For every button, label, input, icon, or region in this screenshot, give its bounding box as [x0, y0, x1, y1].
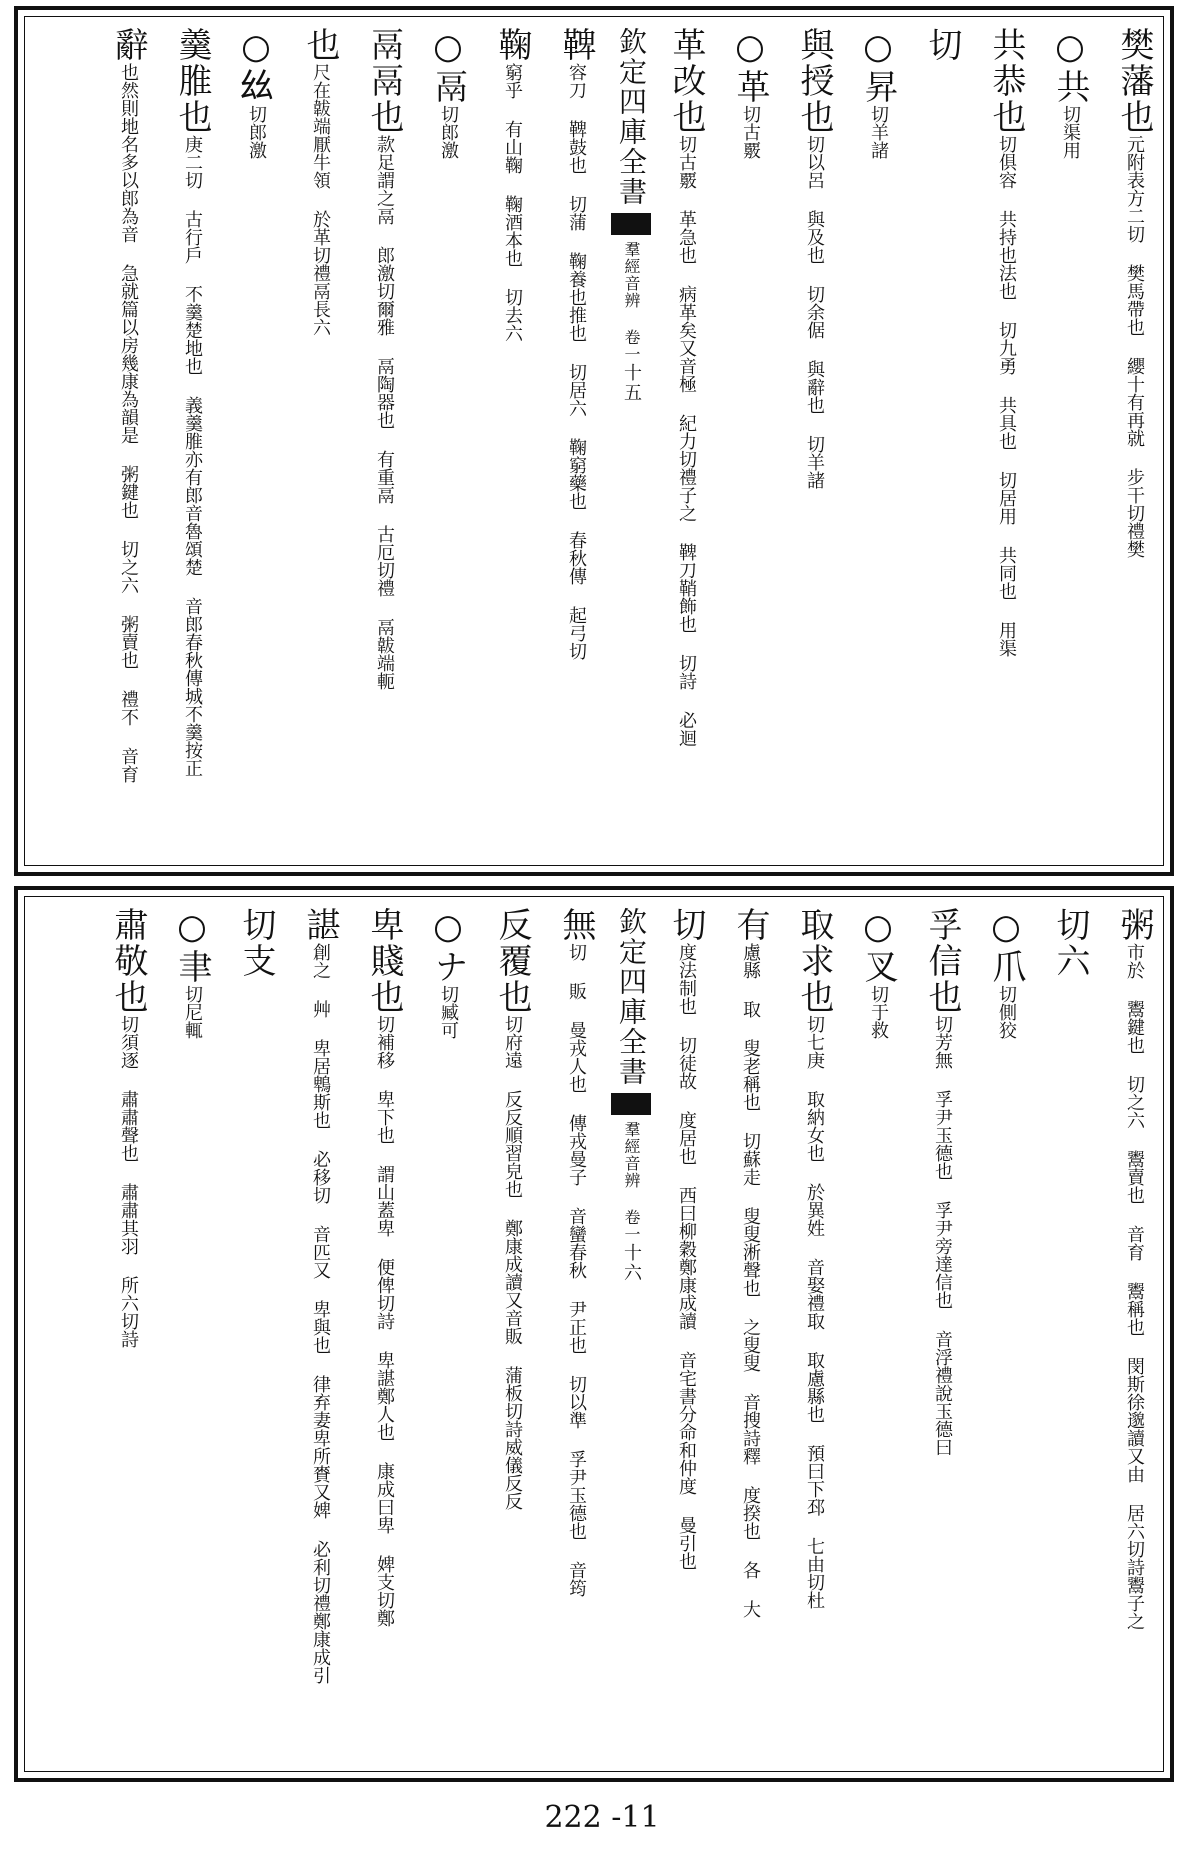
text-column: 革改也切古覈 革急也 病革矣又音極 紀力切禮子之 鞞刀鞘飾也 切詩 必迴	[666, 27, 706, 747]
book-banner	[611, 907, 651, 1761]
banner-subtitle: 羣經音辨 卷一	[622, 1121, 641, 1243]
text-column: 粥市於 鬻鍵也 切之六 鬻賣也 音育 鬻稱也 閔斯徐邈讀又由 居六切詩鬻子之	[1114, 907, 1154, 1630]
text-column: 辭也然則地名多以郎為音 急就篇以房幾康為韻是 粥鍵也 切之六 粥賣也 禮不 音育	[108, 27, 148, 783]
text-column: 鬲鬲也款足謂之鬲 郎激切爾雅 鬲陶器也 有重鬲 古厄切禮 鬲韍端軛	[364, 27, 404, 690]
text-column: 諶創之 艸 卑居鵯斯也 必移切 音匹又 卑與也 律弃妻卑所賚又婢 必利切禮鄭康成引	[300, 907, 340, 1684]
text-column: ○ナ切臧可	[428, 907, 468, 1039]
text-column: 切	[922, 27, 962, 63]
text-column: 樊藩也元附表方二切 樊馬帶也 纓十有再就 步干切禮樊	[1114, 27, 1154, 558]
text-column: 也尺在韍端厭牛領 於革切禮鬲長六	[300, 27, 340, 336]
text-column: 鞞容刀 鞞鼓也 切蒲 鞠養也推也 切居六 鞠窮藥也 春秋傳 起弓切	[556, 27, 596, 660]
text-column: 肅敬也切須逐 肅肅聲也 肅肅其羽 所六切詩	[108, 907, 148, 1348]
text-column: 取求也切七庚 取納女也 於異姓 音娶禮取 取慮縣也 預曰下邳 七由切杜	[794, 907, 834, 1609]
text-column: 鞠窮乎 有山鞠 鞠酒本也 切去六	[492, 27, 532, 342]
text-column: ○革切古覈	[730, 27, 770, 159]
text-column: ○爪切側狡	[986, 907, 1026, 1039]
banner-page: 十六	[621, 1243, 642, 1283]
text-column: 切支	[236, 907, 276, 979]
page-number: 222 -11	[544, 1800, 660, 1835]
text-column: 切度法制也 切徒故 度居也 西曰柳穀鄭康成讀 音宅書分命和仲度 曼引也	[666, 907, 706, 1570]
book-banner	[611, 27, 651, 855]
text-column: ○叉切于救	[858, 907, 898, 1039]
text-column: ○聿切尼輒	[172, 907, 212, 1039]
text-column: 卑賤也切補移 卑下也 謂山蓋卑 便俾切詩 卑諶鄭人也 康成曰卑 婢支切鄭	[364, 907, 404, 1627]
text-column: 切六	[1050, 907, 1090, 979]
banner-subtitle: 羣經音辨 卷一	[622, 241, 641, 363]
text-column: 羹脽也庚二切 古行戶 不羹楚地也 義羹脽亦有郎音魯頌楚 音郎春秋傳城不羹按正	[172, 27, 212, 777]
text-column: 反覆也切府遠 反反順習皃也 鄭康成讀又音販 蒲板切詩威儀反反	[492, 907, 532, 1510]
bottom-text-frame	[24, 896, 1164, 1772]
text-column: 共恭也切俱容 共持也法也 切九勇 共具也 切居用 共同也 用渠	[986, 27, 1026, 657]
fish-tail-mark	[611, 1093, 651, 1115]
text-column: 孚信也切芳無 孚尹玉德也 孚尹旁達信也 音浮禮說玉德曰	[922, 907, 962, 1456]
banner-page: 十五	[621, 363, 642, 403]
banner-title: 欽定四庫全書	[615, 907, 648, 1087]
banner-title: 欽定四庫全書	[615, 27, 648, 207]
text-column: 有慮縣 取 叟老稱也 切蘇走 叟叟淅聲也 之叟叟 音搜詩釋 度揆也 各 大	[730, 907, 770, 1618]
top-text-block	[14, 6, 1174, 876]
text-column: 與授也切以呂 與及也 切余倨 與辭也 切羊諸	[794, 27, 834, 489]
text-column: ○昇切羊諸	[858, 27, 898, 159]
fish-tail-mark	[611, 213, 651, 235]
text-column: 無切 販 曼戎人也 傳戎曼子 音蠻春秋 尹正也 切以準 孚尹玉德也 音筠	[556, 907, 596, 1597]
text-column: ○𢆶切郎激	[236, 27, 276, 159]
top-text-frame	[24, 16, 1164, 866]
bottom-text-block	[14, 886, 1174, 1782]
text-column: ○鬲切郎激	[428, 27, 468, 159]
text-column: ○共切渠用	[1050, 27, 1090, 159]
